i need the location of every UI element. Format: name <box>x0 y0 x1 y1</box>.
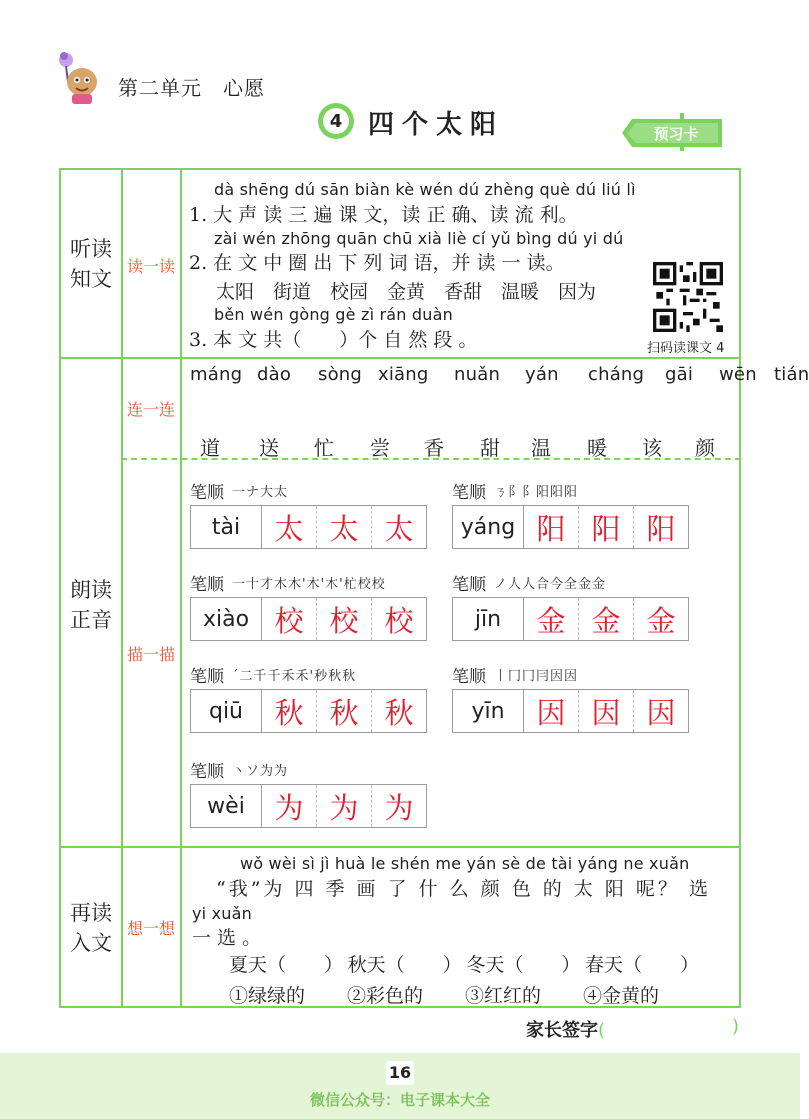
grid-pinyin: jīn <box>453 598 524 640</box>
match-char[interactable]: 尝 <box>370 436 390 460</box>
trace-char-cell[interactable]: 为 <box>384 790 414 825</box>
pinyin-line: dà shēng dú sān biàn kè wén dú zhèng què dú liú lì <box>214 180 636 199</box>
divider <box>180 168 182 1008</box>
question-line: “我”为 四 季 画 了 什 么 颜 色 的 太 阳 呢？ 选 <box>216 878 711 900</box>
stroke-sequence: 一ナ大太 <box>232 485 289 500</box>
section-read: 朗读 正音 <box>70 578 112 632</box>
tracing-grid <box>190 597 427 641</box>
color-options <box>229 981 659 1008</box>
trace-char-cell[interactable]: 为 <box>317 785 372 827</box>
grid-pinyin: wèi <box>191 785 262 827</box>
instruction-line: 2. 在 文 中 圈 出 下 列 词 语，并 读 一 读。 <box>189 252 565 274</box>
match-pinyin[interactable]: máng <box>190 364 243 385</box>
sub-lian: 连一连 <box>126 400 175 419</box>
pinyin-line: yi xuǎn <box>192 904 252 923</box>
stroke-order-label: 笔顺 <box>190 762 224 782</box>
qr-code-icon <box>653 262 723 332</box>
match-pinyin[interactable]: yán <box>525 364 559 385</box>
stroke-sequence: ˊ二千千禾禾'秒秋秋 <box>232 669 357 684</box>
unit-title: 第二单元 心愿 <box>118 76 265 100</box>
trace-char-cell[interactable]: 为 <box>262 785 317 827</box>
trace-char-cell[interactable]: 校 <box>384 603 414 638</box>
color-option: ②彩色的 <box>346 985 423 1007</box>
preview-card-tag <box>622 113 732 151</box>
stroke-order-label: 笔顺 <box>190 483 224 503</box>
match-pinyin[interactable]: wēn <box>719 364 757 385</box>
trace-char-cell[interactable]: 阳 <box>646 511 676 546</box>
match-pinyin[interactable]: nuǎn <box>454 364 501 385</box>
stroke-order-label: 笔顺 <box>452 483 486 503</box>
divider <box>59 846 741 848</box>
trace-char-cell[interactable]: 因 <box>579 690 634 732</box>
season-blank[interactable]: 春天（ ） <box>584 954 699 976</box>
match-char[interactable]: 忙 <box>314 436 334 460</box>
season-blank[interactable]: 夏天（ ） <box>229 954 344 976</box>
trace-char-cell[interactable]: 太 <box>384 511 414 546</box>
qr-caption: 扫码读课文 4 <box>647 341 725 356</box>
lesson-title: 四个太阳 <box>368 110 505 140</box>
match-pinyin[interactable]: gāi <box>665 364 694 385</box>
parent-signature-close: ) <box>732 1016 740 1037</box>
trace-char-cell[interactable]: 秋 <box>262 690 317 732</box>
tracing-grid <box>190 784 427 828</box>
instruction-line: 3. 本 文 共（ ）个 自 然 段 。 <box>189 329 478 351</box>
grid-pinyin: tài <box>191 506 262 548</box>
match-char[interactable]: 道 <box>200 436 220 460</box>
tracing-grid <box>190 505 427 549</box>
season-blank[interactable]: 秋天（ ） <box>347 954 462 976</box>
match-pinyin[interactable]: cháng <box>588 364 645 385</box>
pinyin-line: běn wén gòng gè zì rán duàn <box>214 305 453 324</box>
match-pinyin[interactable]: xiāng <box>378 364 429 385</box>
trace-char-cell[interactable]: 太 <box>317 506 372 548</box>
trace-char-cell[interactable]: 因 <box>524 690 579 732</box>
divider <box>59 357 741 359</box>
stroke-sequence: 丶ソ为为 <box>232 764 289 779</box>
trace-char-cell[interactable]: 校 <box>262 598 317 640</box>
trace-char-cell[interactable]: 因 <box>646 695 676 730</box>
lesson-number-badge: 4 <box>318 103 354 139</box>
color-option: ③红红的 <box>464 985 541 1007</box>
stroke-sequence: 丨冂冂冃因因 <box>494 669 579 684</box>
match-pinyin-row <box>190 364 809 388</box>
sub-xiang: 想一想 <box>126 919 175 938</box>
color-option: ④金黄的 <box>582 985 659 1007</box>
grid-pinyin: xiào <box>191 598 262 640</box>
match-char[interactable]: 送 <box>259 436 279 460</box>
match-char[interactable]: 暖 <box>587 436 607 460</box>
trace-char-cell[interactable]: 金 <box>646 603 676 638</box>
trace-char-cell[interactable]: 阳 <box>579 506 634 548</box>
trace-char-cell[interactable]: 金 <box>579 598 634 640</box>
section-listen: 听读 知文 <box>70 237 112 291</box>
match-char[interactable]: 香 <box>424 436 444 460</box>
tracing-grid <box>452 597 689 641</box>
sub-miao: 描一描 <box>126 645 175 664</box>
match-char[interactable]: 甜 <box>480 436 500 460</box>
stroke-order-label: 笔顺 <box>190 575 224 595</box>
match-char-row <box>190 432 730 460</box>
stroke-sequence: 一十才木木'木'木'杧校校 <box>232 577 386 592</box>
wechat-caption: 微信公众号：电子课本大全 <box>309 1091 490 1109</box>
stroke-order-label: 笔顺 <box>190 667 224 687</box>
sub-du: 读一读 <box>126 257 175 276</box>
tracing-grid <box>190 689 427 733</box>
match-char[interactable]: 温 <box>531 436 551 460</box>
grid-pinyin: qiū <box>191 690 262 732</box>
word-list: 太阳 街道 校园 金黄 香甜 温暖 因为 <box>216 281 597 303</box>
season-blank[interactable]: 冬天（ ） <box>466 954 581 976</box>
page-number: 16 <box>386 1061 414 1085</box>
trace-char-cell[interactable]: 秋 <box>384 695 414 730</box>
question-line: 一 选 。 <box>192 927 262 949</box>
stroke-sequence: ㄋ阝阝阳阳阳 <box>494 485 579 500</box>
match-char[interactable]: 颜 <box>695 436 715 460</box>
match-char[interactable]: 该 <box>642 436 662 460</box>
divider <box>121 168 123 1008</box>
stroke-order-label: 笔顺 <box>452 667 486 687</box>
section-reread: 再读 入文 <box>70 901 112 955</box>
stroke-sequence: ノ人人合今全金金 <box>494 577 607 592</box>
match-pinyin[interactable]: tián <box>774 364 809 385</box>
color-option: ①绿绿的 <box>229 985 306 1007</box>
stroke-order-label: 笔顺 <box>452 575 486 595</box>
match-pinyin[interactable]: sòng <box>318 364 363 385</box>
instruction-line: 1. 大 声 读 三 遍 课 文，读 正 确、读 流 利。 <box>189 204 578 226</box>
season-blanks <box>229 950 699 977</box>
grid-pinyin: yīn <box>453 690 524 732</box>
pinyin-line: wǒ wèi sì jì huà le shén me yán sè de tài yáng ne xuǎn <box>240 854 690 873</box>
pinyin-line: zài wén zhōng quān chū xià liè cí yǔ bìng dú yi dú <box>214 229 624 248</box>
trace-char-cell[interactable]: 太 <box>262 506 317 548</box>
trace-char-cell[interactable]: 校 <box>317 598 372 640</box>
tag-label: 预习卡 <box>653 125 699 143</box>
trace-char-cell[interactable]: 秋 <box>317 690 372 732</box>
trace-char-cell[interactable]: 金 <box>524 598 579 640</box>
parent-signature-label: 家长签字( <box>526 1020 606 1041</box>
grid-pinyin: yáng <box>453 506 524 548</box>
trace-char-cell[interactable]: 阳 <box>524 506 579 548</box>
tracing-grid <box>452 505 689 549</box>
tracing-grid <box>452 689 689 733</box>
match-pinyin[interactable]: dào <box>257 364 292 385</box>
mascot-icon <box>52 48 110 106</box>
